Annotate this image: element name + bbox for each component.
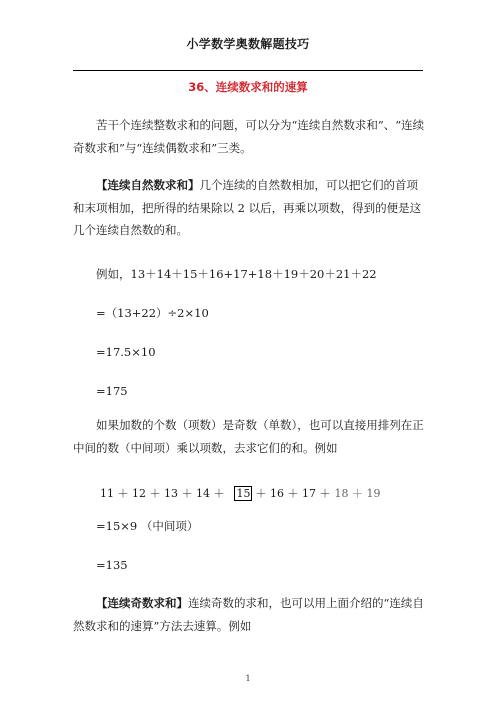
example2-expression [100, 485, 380, 501]
odd-sum-paragraph [73, 592, 425, 637]
section-title: 36、连续数求和的速算 [188, 80, 308, 94]
example2-step1: =15×9 （中间项） [96, 519, 199, 533]
example2-terms-before: 11 ＋ 12 ＋ 13 ＋ 14 ＋ [100, 487, 225, 500]
intro-paragraph: 苦干个连续整数求和的问题，可以分为“连续自然数求和”、“连续奇数求和”与“连续偶数求和”三类。 [73, 118, 425, 155]
example2-step2: =135 [96, 558, 128, 572]
odd-sum-label: 【连续奇数求和】 [96, 596, 188, 610]
page-number: 1 [245, 674, 251, 683]
odd-sum-text: 连续奇数的求和，也可以用上面介绍的“连续自然数求和的速算”方法去速算。例如 [73, 596, 424, 633]
natural-sum-label: 【连续自然数求和】 [96, 178, 200, 192]
example2-terms-faded: 18 ＋ 19 [334, 487, 381, 500]
example1-step1: =（13+22）÷2×10 [96, 306, 209, 320]
header-divider [73, 70, 423, 71]
natural-sum-paragraph [73, 174, 425, 242]
middle-term-box: 15 [236, 486, 251, 500]
example1-step3: =175 [96, 384, 128, 398]
odd-count-paragraph: 如果加数的个数（项数）是奇数（单数），也可以直接用排列在正中间的数（中间项）乘以项数，去求它们的和。例如 [73, 418, 424, 455]
natural-sum-text: 几个连续的自然数相加，可以把它们的首项和末项相加，把所得的结果除以 2 以后，再乘以项数，得到的便是这几个连续自然数的和。 [73, 178, 422, 237]
example1-step2: =17.5×10 [96, 345, 156, 359]
example1-line: 例如，13＋14＋15＋16+17+18＋19＋20＋21＋22 [96, 267, 377, 281]
document-title: 小学数学奥数解题技巧 [186, 37, 310, 51]
example2-terms-after: ＋ 16 ＋ 17 ＋ [255, 487, 331, 500]
